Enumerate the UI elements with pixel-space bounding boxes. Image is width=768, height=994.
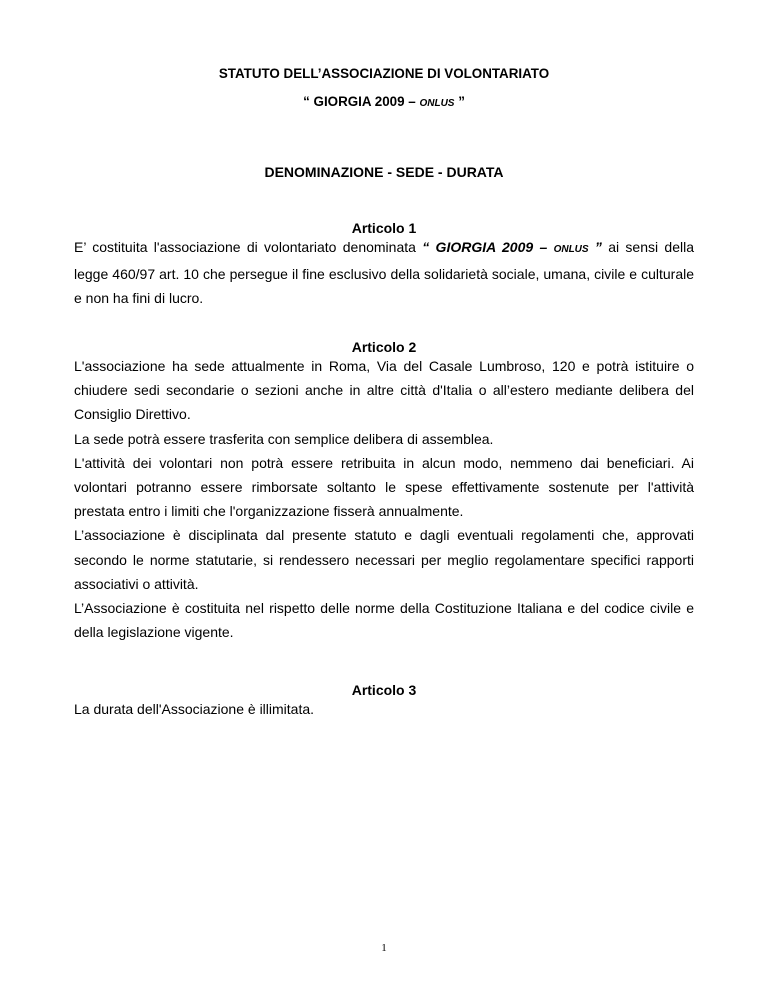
article-2-title: Articolo 2 <box>351 339 417 355</box>
article-2-paragraph-1: L'associazione ha sede attualmente in Roma, Via del Casale Lumbroso, 120 e potrà istituire o chiudere sedi secondarie o sezioni anche in altre città d'Italia o all’estero mediante delibera del Consiglio Direttivo. <box>74 358 694 423</box>
article-1-association-name <box>422 239 602 255</box>
article-2-paragraph-3: L'attività dei volontari non potrà essere retribuita in alcun modo, nemmeno dai beneficiari. Ai volontari potranno essere rimborsate soltanto le spese effettivamente sostenute per l'attività prestata entro i limiti che l'organizzazione fisserà annualmente. <box>74 454 694 520</box>
article-2-paragraph-5: L’Associazione è costituita nel rispetto delle norme della Costituzione Italiana e del codice civile e della legislazione vigente. <box>74 600 694 641</box>
association-name-suffix: ” <box>454 94 465 109</box>
article-1-title: Articolo 1 <box>351 220 417 236</box>
document-title: STATUTO DELL’ASSOCIAZIONE DI VOLONTARIATO <box>218 66 550 81</box>
article-1-body <box>74 235 694 311</box>
article-2-paragraph-4: L’associazione è disciplinata dal presente statuto e dagli eventuali regolamenti che, approvati secondo le norme statutarie, si rendessero necessari per meglio regolamentare specifici rapporti associativi o attività. <box>74 527 694 592</box>
article-2-body <box>74 354 694 644</box>
article-3-body <box>74 697 694 721</box>
article-3-title: Articolo 3 <box>351 682 417 698</box>
association-name-prefix: “ GIORGIA 2009 – <box>303 94 420 109</box>
association-name-onlus: ONLUS <box>419 98 455 109</box>
article-1-text-after: ai sensi della legge 460/97 art. 10 che persegue il fine esclusivo della solidarietà sociale, umana, civile e culturale e non ha fini di lucro. <box>74 239 695 307</box>
article-1-name-onlus: ONLUS <box>553 244 589 255</box>
article-1-name-suffix: ” <box>588 239 602 255</box>
article-1-text-before: E’ costituita l'associazione di volontariato denominata <box>74 239 423 255</box>
article-2-paragraph-2: La sede potrà essere trasferita con semplice delibera di assemblea. <box>74 430 494 447</box>
article-3-paragraph: La durata dell'Associazione è illimitata. <box>74 701 315 717</box>
article-1-paragraph <box>74 235 694 311</box>
association-name-heading <box>0 94 768 109</box>
section-title: DENOMINAZIONE - SEDE - DURATA <box>264 164 504 180</box>
page-number: 1 <box>381 942 387 954</box>
article-1-name-prefix: “ GIORGIA 2009 – <box>422 239 554 255</box>
